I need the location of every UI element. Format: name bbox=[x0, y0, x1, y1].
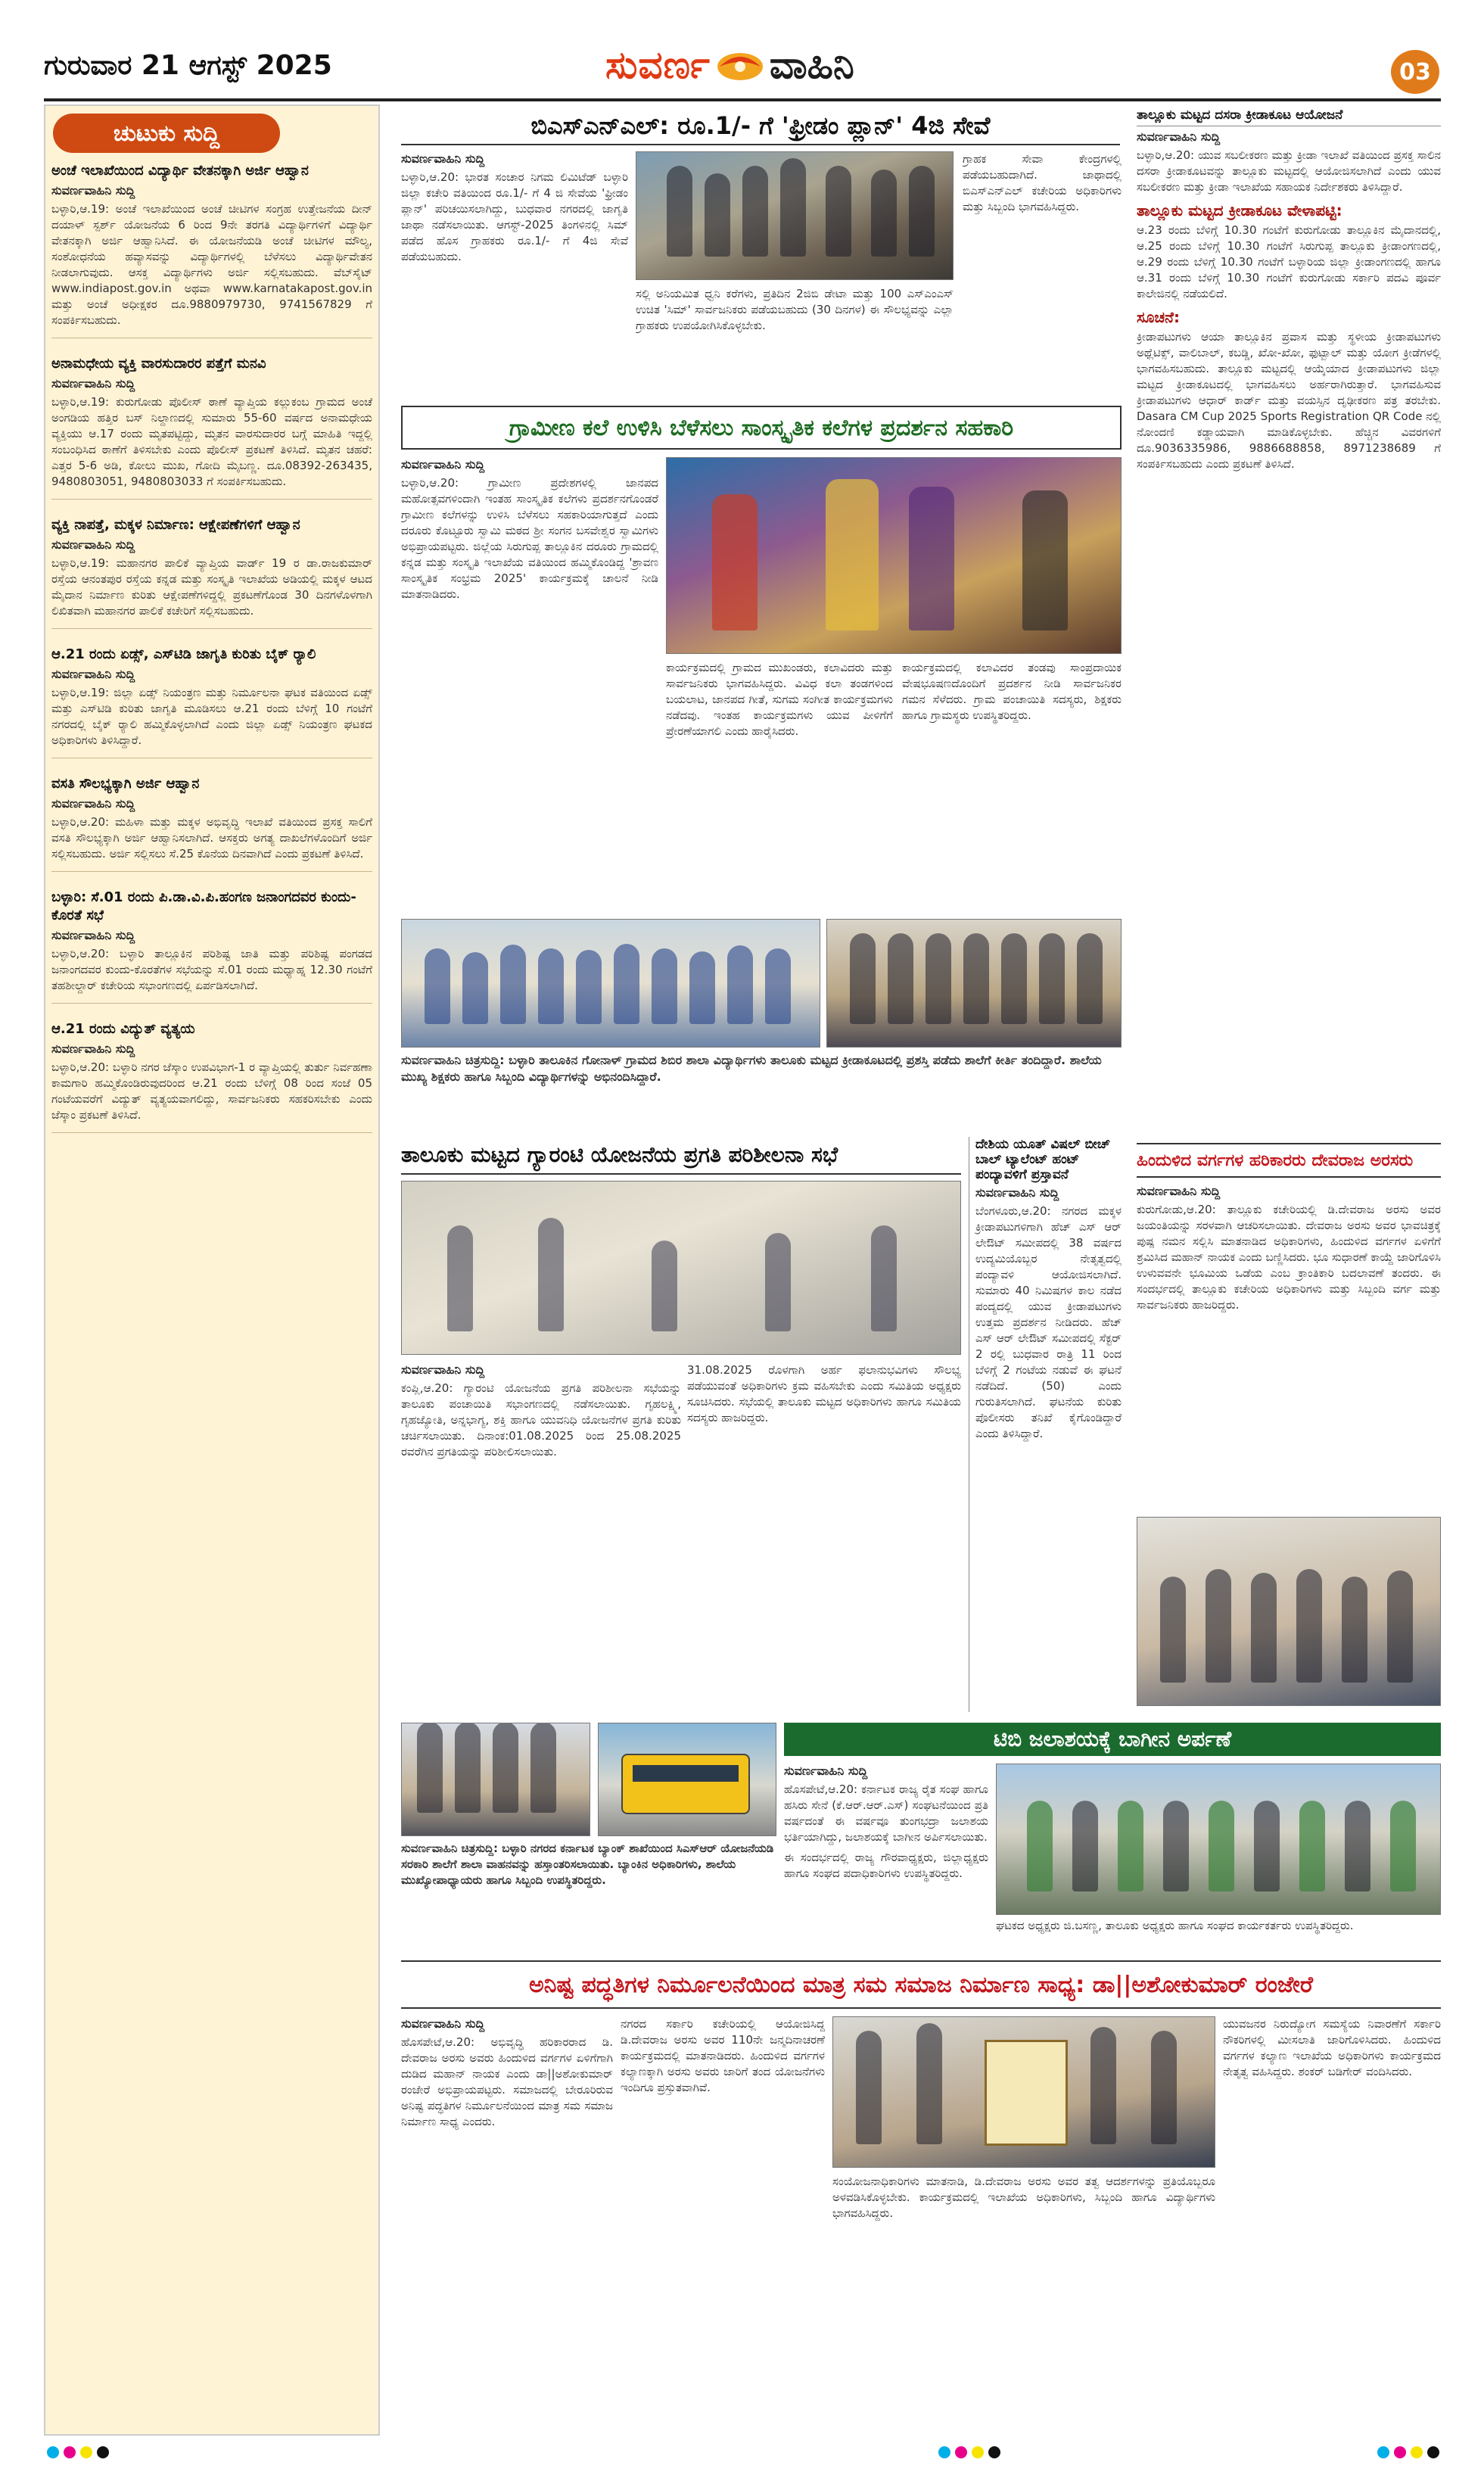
print-registration-marks bbox=[1377, 2446, 1439, 2458]
brief-story bbox=[51, 889, 372, 1004]
bus-photo-caption: ಸುವರ್ಣವಾಹಿನಿ ಚಿತ್ರಸುದ್ದಿ: ಬಳ್ಳಾರಿ ನಗರದ ಕರ್ನಾಟಕ ಬ್ಯಾಂಕ್ ಶಾಖೆಯಿಂದ ಸಿಎಸ್‌ಆರ್ ಯೋಜನೆಯಡಿ ಸರಕಾರಿ ಶಾಲೆಗೆ ಶಾಲಾ ವಾಹನವನ್ನು ಹಸ್ತಾಂತರಿಸಲಾಯಿತು. ಬ್ಯಾಂಕಿನ ಅಧಿಕಾರಿಗಳು, ಶಾಲೆಯ ಮುಖ್ಯೋಪಾಧ್ಯಾಯರು ಹಾಗೂ ಸಿಬ್ಬಂದಿ ಉಪಸ್ಥಿತರಿದ್ದರು. bbox=[401, 1842, 774, 1887]
tb-dam-caption: ಘಟಕದ ಅಧ್ಯಕ್ಷರು ಜಿ.ಬಸಣ್ಣ, ತಾಲೂಕು ಅಧ್ಯಕ್ಷರು ಹಾಗೂ ಸಂಘದ ಕಾರ್ಯಕರ್ತರು ಉಪಸ್ಥಿತರಿದ್ದರು. bbox=[996, 1919, 1354, 1932]
folk-text-3: ಕಾರ್ಯಕ್ರಮದಲ್ಲಿ ಕಲಾವಿದರ ತಂಡವು ಸಾಂಪ್ರದಾಯಿಕ ವೇಷಭೂಷಣದೊಂದಿಗೆ ಪ್ರದರ್ಶನ ನೀಡಿ ಸಾರ್ವಜನಿಕರ ಗಮನ ಸೆಳೆದರು. ಗ್ರಾಮ ಪಂಚಾಯಿತಿ ಸದಸ್ಯರು, ಶಿಕ್ಷಕರು ಹಾಗೂ ಗ್ರಾಮಸ್ಥರು ಉಪಸ್ಥಿತರಿದ್ದರು. bbox=[902, 661, 1122, 722]
volleyball-text: ಬೆಂಗಳೂರು,ಆ.20: ನಗರದ ಮಕ್ಕಳ ಕ್ರೀಡಾಪಟುಗಳಿಗಾಗಿ ಹೆಚ್ ಎಸ್ ಆರ್ ಲೇಔಟ್ ಸಮೀಪದಲ್ಲಿ 38 ವರ್ಷದ ಉದ್ಯಮಿಯೊಬ್ಬರ ನೇತೃತ್ವದಲ್ಲಿ ಪಂದ್ಯಾವಳಿ ಆಯೋಜಿಸಲಾಗಿದೆ. ಸುಮಾರು 40 ನಿಮಿಷಗಳ ಕಾಲ ನಡೆದ ಪಂದ್ಯದಲ್ಲಿ ಯುವ ಕ್ರೀಡಾಪಟುಗಳು ಉತ್ತಮ ಪ್ರದರ್ಶನ ನೀಡಿದರು. ಹೆಚ್ ಎಸ್ ಆರ್ ಲೇಔಟ್ ಸಮೀಪದಲ್ಲಿ ಸೆಕ್ಟರ್ 2 ರಲ್ಲಿ ಬುಧವಾರ ರಾತ್ರಿ 11 ರಿಂದ ಬೆಳಿಗ್ಗೆ 2 ಗಂಟೆಯ ನಡುವೆ ಈ ಘಟನೆ ನಡೆದಿದೆ. (50) ಎಂದು ಗುರುತಿಸಲಾಗಿದೆ. ಘಟನೆಯ ಕುರಿತು ಪೊಲೀಸರು ತನಿಖೆ ಕೈಗೊಂಡಿದ್ದಾರೆ ಎಂದು ತಿಳಿಸಿದ್ದಾರೆ. bbox=[975, 1204, 1122, 1440]
dasara-byline: ಸುವರ್ಣವಾಹಿನಿ ಸುದ್ದಿ bbox=[1137, 129, 1221, 144]
guarantee-text-2: 31.08.2025 ರೊಳಗಾಗಿ ಅರ್ಹ ಫಲಾನುಭವಿಗಳು ಸೌಲಭ್ಯ ಪಡೆಯುವಂತೆ ಅಧಿಕಾರಿಗಳು ಕ್ರಮ ವಹಿಸಬೇಕು ಎಂದು ಸಮಿತಿಯ ಅಧ್ಯಕ್ಷರು ಸೂಚಿಸಿದರು. ಸಭೆಯಲ್ಲಿ ತಾಲೂಕು ಮಟ್ಟದ ಅಧಿಕಾರಿಗಳು ಹಾಗೂ ಸಮಿತಿಯ ಸದಸ್ಯರು ಹಾಜರಿದ್ದರು. bbox=[687, 1363, 961, 1424]
brief-headline: ಅಂಚೆ ಇಲಾಖೆಯಿಂದ ವಿದ್ಯಾರ್ಥಿ ವೇತನಕ್ಕಾಗಿ ಅರ್ಜಿ ಆಹ್ವಾನ bbox=[51, 163, 309, 179]
brief-byline: ಸುವರ್ಣವಾಹಿನಿ ಸುದ್ದಿ bbox=[51, 667, 135, 681]
school-ceremony-photo bbox=[826, 919, 1122, 1048]
ambedkar-story-col4 bbox=[1223, 2016, 1441, 2440]
folk-byline: ಸುವರ್ಣವಾಹಿನಿ ಸುದ್ದಿ bbox=[401, 457, 485, 472]
brief-text: ಬಳ್ಳಾರಿ,ಆ.20: ಬಳ್ಳಾರಿ ನಗರ ಜೆಸ್ಕಾಂ ಉಪವಿಭಾಗ-1 ರ ವ್ಯಾಪ್ತಿಯಲ್ಲಿ ತುರ್ತು ನಿರ್ವಹಣಾ ಕಾಮಗಾರಿ ಹಮ್ಮಿಕೊಂಡಿರುವುದರಿಂದ ಆ.21 ರಂದು ಬೆಳಿಗ್ಗೆ 08 ರಿಂದ ಸಂಜೆ 05 ಗಂಟೆಯವರೆಗೆ ವಿದ್ಯುತ್ ವ್ಯತ್ಯಯವಾಗಲಿದ್ದು, ಸಾರ್ವಜನಿಕರು ಸಹಕರಿಸಬೇಕು ಎಂದು ಜೆಸ್ಕಾಂ ಪ್ರಕಟಣೆ ತಿಳಿಸಿದೆ. bbox=[51, 1060, 372, 1122]
brief-byline: ಸುವರ್ಣವಾಹಿನಿ ಸುದ್ದಿ bbox=[51, 183, 135, 198]
guarantee-headline: ತಾಲೂಕು ಮಟ್ಟದ ಗ್ಯಾರಂಟಿ ಯೋಜನೆಯ ಪ್ರಗತಿ ಪರಿಶೀಲನಾ ಸಭೆ bbox=[401, 1137, 961, 1175]
ambedkar-text-3: ಸಂಯೋಜನಾಧಿಕಾರಿಗಳು ಮಾತನಾಡಿ, ಡಿ.ದೇವರಾಜ ಅರಸು ಅವರ ತತ್ವ ಆದರ್ಶಗಳನ್ನು ಪ್ರತಿಯೊಬ್ಬರೂ ಅಳವಡಿಸಿಕೊಳ್ಳಬೇಕು. ಕಾರ್ಯಕ್ರಮದಲ್ಲಿ ಇಲಾಖೆಯ ಅಧಿಕಾರಿಗಳು, ಸಿಬ್ಬಂದಿ ಹಾಗೂ ವಿದ್ಯಾರ್ಥಿಗಳು ಭಾಗವಹಿಸಿದ್ದರು. bbox=[832, 2175, 1215, 2220]
brief-story bbox=[51, 162, 372, 338]
ambedkar-text-2: ನಗರದ ಸರ್ಕಾರಿ ಕಚೇರಿಯಲ್ಲಿ ಆಯೋಜಿಸಿದ್ದ ಡಿ.ದೇವರಾಜ ಅರಸು ಅವರ 110ನೇ ಜನ್ಮದಿನಾಚರಣೆ ಕಾರ್ಯಕ್ರಮದಲ್ಲಿ ಮಾತನಾಡಿದರು. ಹಿಂದುಳಿದ ವರ್ಗಗಳ ಕಲ್ಯಾಣಕ್ಕಾಗಿ ಅರಸು ಅವರು ಜಾರಿಗೆ ತಂದ ಯೋಜನೆಗಳು ಇಂದಿಗೂ ಪ್ರಸ್ತುತವಾಗಿವೆ. bbox=[621, 2017, 825, 2094]
brief-byline: ಸುವರ್ಣವಾಹಿನಿ ಸುದ್ದಿ bbox=[51, 796, 135, 811]
guarantee-story-col1 bbox=[401, 1362, 681, 1711]
dasara-note-heading: ಸೂಚನೆ: bbox=[1137, 308, 1180, 326]
brief-byline: ಸುವರ್ಣವಾಹಿನಿ ಸುದ್ದಿ bbox=[51, 376, 135, 391]
school-students-photo bbox=[401, 919, 820, 1048]
brief-story bbox=[51, 1020, 372, 1133]
bsnl-text-2: ಗ್ರಾಹಕ ಸೇವಾ ಕೇಂದ್ರಗಳಲ್ಲಿ ಪಡೆಯಬಹುದಾಗಿದೆ. ಜಾಥಾದಲ್ಲಿ ಬಿಎಸ್‌ಎನ್‌ಎಲ್ ಕಚೇರಿಯ ಅಧಿಕಾರಿಗಳು ಮತ್ತು ಸಿಬ್ಬಂದಿ ಭಾಗವಹಿಸಿದ್ದರು. bbox=[963, 152, 1122, 213]
brief-headline: ವಸತಿ ಸೌಲಭ್ಯಕ್ಕಾಗಿ ಅರ್ಜಿ ಆಹ್ವಾನ bbox=[51, 776, 200, 792]
dasara-schedule-heading: ತಾಲ್ಲೂಕು ಮಟ್ಟದ ಕ್ರೀಡಾಕೂಟ ವೇಳಾಪಟ್ಟಿ: bbox=[1137, 201, 1342, 219]
arasu-story bbox=[1137, 1184, 1441, 1509]
arasu-headline: ಹಿಂದುಳಿದ ವರ್ಗಗಳ ಹರಿಕಾರರು ದೇವರಾಜ ಅರಸರು bbox=[1137, 1143, 1441, 1178]
folk-story-col2 bbox=[666, 660, 893, 910]
bsnl-story-col3 bbox=[636, 286, 954, 400]
bsnl-byline: ಸುವರ್ಣವಾಹಿನಿ ಸುದ್ದಿ bbox=[401, 151, 485, 166]
brief-text: ಬಳ್ಳಾರಿ,ಆ.19: ಕುರುಗೋಡು ಪೊಲೀಸ್ ಠಾಣೆ ವ್ಯಾಪ್ತಿಯ ಕಲ್ಲುಕಂಬ ಗ್ರಾಮದ ಅಂಚೆ ಅಂಗಡಿಯ ಹತ್ತಿರ ಬಸ್ ನಿಲ್ದಾಣದಲ್ಲಿ ಸುಮಾರು 55-60 ವರ್ಷದ ಅನಾಮಧೇಯ ವ್ಯಕ್ತಿಯು ಆ.17 ರಂದು ಮೃತಪಟ್ಟಿದ್ದು, ಮೃತನ ವಾರಸುದಾರರ ಬಗ್ಗೆ ಮಾಹಿತಿ ಇದ್ದಲ್ಲಿ ಸಂಬಂಧಿಸಿದ ಠಾಣೆಗೆ ತಿಳಿಸಬೇಕು ಎಂದು ಪೊಲೀಸ್ ಪ್ರಕಟಣೆ ತಿಳಿಸಿದೆ. ಮೃತನ ಚಹರೆ: ಎತ್ತರ 5-6 ಅಡಿ, ಕೋಲು ಮುಖ, ಗೋದಿ ಮೈಬಣ್ಣ. ದೂ.08392-263435, 9480803051, 9480803033 ಗೆ ಸಂಪರ್ಕಿಸಬಹುದು. bbox=[51, 395, 372, 488]
print-registration-marks bbox=[938, 2446, 1000, 2458]
brief-text: ಬಳ್ಳಾರಿ,ಆ.20: ಬಳ್ಳಾರಿ ತಾಲ್ಲೂಕಿನ ಪರಿಶಿಷ್ಟ ಜಾತಿ ಮತ್ತು ಪರಿಶಿಷ್ಟ ಪಂಗಡದ ಜನಾಂಗದವರ ಕುಂದು-ಕೊರತೆಗಳ ಸಭೆಯನ್ನು ಸೆ.01 ರಂದು ಮಧ್ಯಾಹ್ನ 12.30 ಗಂಟೆಗೆ ತಹಶೀಲ್ದಾರ್ ಕಚೇರಿಯ ಸಭಾಂಗಣದಲ್ಲಿ ಏರ್ಪಡಿಸಲಾಗಿದೆ. bbox=[51, 947, 372, 992]
tb-dam-photo bbox=[996, 1764, 1441, 1915]
dasara-note-text: ಕ್ರೀಡಾಪಟುಗಳು ಆಯಾ ತಾಲ್ಲೂಕಿನ ಪ್ರವಾಸ ಮತ್ತು ಸ್ಥಳೀಯ ಕ್ರೀಡಾಪಟುಗಳು ಅಥ್ಲೆಟಿಕ್ಸ್, ವಾಲಿಬಾಲ್, ಕಬಡ್ಡಿ, ಖೋ-ಖೋ, ಫುಟ್ಬಾಲ್ ಮತ್ತು ಯೋಗ ಕ್ರೀಡೆಗಳಲ್ಲಿ ಭಾಗವಹಿಸಬಹುದು. ತಾಲ್ಲೂಕು ಮಟ್ಟದಲ್ಲಿ ಆಯ್ಕೆಯಾದ ಕ್ರೀಡಾಪಟುಗಳು ಜಿಲ್ಲಾ ಮಟ್ಟದ ಕ್ರೀಡಾಕೂಟದಲ್ಲಿ ಭಾಗವಹಿಸಲು ಅರ್ಹರಾಗಿರುತ್ತಾರೆ. ಭಾಗವಹಿಸುವ ಕ್ರೀಡಾಪಟುಗಳು ಆಧಾರ್ ಕಾರ್ಡ್ ಮತ್ತು ವಯಸ್ಸಿನ ದೃಢೀಕರಣ ಪತ್ರ ತರಬೇಕು. Dasara CM Cup 2025 Sports Registration QR Code ನಲ್ಲಿ ನೋಂದಣಿ ಕಡ್ಡಾಯವಾಗಿ ಮಾಡಿಕೊಳ್ಳಬೇಕು. ಹೆಚ್ಚಿನ ವಿವರಗಳಿಗೆ ದೂ.9036335986, 9886688858, 8971238689 ಗೆ ಸಂಪರ್ಕಿಸಬಹುದು ಎಂದು ಪ್ರಕಟಣೆ ತಿಳಿಸಿದೆ. bbox=[1137, 330, 1441, 471]
bus-handover-photo bbox=[401, 1723, 590, 1836]
brief-headline: ಅನಾಮಧೇಯ ವ್ಯಕ್ತಿ ವಾರಸುದಾರರ ಪತ್ತೆಗೆ ಮನವಿ bbox=[51, 356, 266, 372]
volleyball-byline: ಸುವರ್ಣವಾಹಿನಿ ಸುದ್ದಿ bbox=[975, 1185, 1059, 1200]
brief-headline: ಬಳ್ಳಾರಿ: ಸೆ.01 ರಂದು ಪಿ.ಡಾ.ವಿ.ಪಿ.ಹಂಗಣ ಜನಾಂಗದವರ ಕುಂದು-ಕೊರತೆ ಸಭೆ bbox=[51, 889, 356, 923]
brief-story bbox=[51, 516, 372, 629]
folk-story-col1 bbox=[401, 457, 658, 911]
dasara-headline: ತಾಲ್ಲೂಕು ಮಟ್ಟದ ದಸರಾ ಕ್ರೀಡಾಕೂಟ ಆಯೋಜನೆ bbox=[1137, 107, 1441, 126]
arasu-text: ಕುರುಗೋಡು,ಆ.20: ತಾಲ್ಲೂಕು ಕಚೇರಿಯಲ್ಲಿ ಡಿ.ದೇವರಾಜ ಅರಸು ಅವರ ಜಯಂತಿಯನ್ನು ಸರಳವಾಗಿ ಆಚರಿಸಲಾಯಿತು. ದೇವರಾಜ ಅರಸು ಅವರ ಭಾವಚಿತ್ರಕ್ಕೆ ಪುಷ್ಪ ನಮನ ಸಲ್ಲಿಸಿ ಮಾತನಾಡಿದ ಅಧಿಕಾರಿಗಳು, ಹಿಂದುಳಿದ ವರ್ಗಗಳ ಏಳಿಗೆಗೆ ಶ್ರಮಿಸಿದ ಮಹಾನ್ ನಾಯಕ ಎಂದು ಬಣ್ಣಿಸಿದರು. ಭೂ ಸುಧಾರಣೆ ಕಾಯ್ದೆ ಜಾರಿಗೊಳಿಸಿ ಉಳುವವನೇ ಭೂಮಿಯ ಒಡೆಯ ಎಂಬ ಕ್ರಾಂತಿಕಾರಿ ಬದಲಾವಣೆ ತಂದರು. ಈ ಸಂದರ್ಭದಲ್ಲಿ ತಾಲ್ಲೂಕು ಕಚೇರಿಯ ಅಧಿಕಾರಿಗಳು ಮತ್ತು ಸಿಬ್ಬಂದಿ ವರ್ಗ ಮತ್ತು ಸಾರ್ವಜನಿಕರು ಹಾಜರಿದ್ದರು. bbox=[1137, 1203, 1441, 1312]
bsnl-story-col1 bbox=[401, 151, 628, 401]
guarantee-meeting-photo bbox=[401, 1181, 961, 1355]
tb-dam-story-2 bbox=[996, 1918, 1441, 1953]
issue-date: ಗುರುವಾರ 21 ಆಗಸ್ಟ್ 2025 bbox=[44, 50, 332, 81]
tb-dam-text-2: ಈ ಸಂದರ್ಭದಲ್ಲಿ ರಾಜ್ಯ ಗೌರವಾಧ್ಯಕ್ಷರು, ಜಿಲ್ಲಾಧ್ಯಕ್ಷರು ಹಾಗೂ ಸಂಘದ ಪದಾಧಿಕಾರಿಗಳು ಉಪಸ್ಥಿತರಿದ್ದರು. bbox=[784, 1851, 988, 1880]
brief-text: ಬಳ್ಳಾರಿ,ಆ.20: ಮಹಿಳಾ ಮತ್ತು ಮಕ್ಕಳ ಅಭಿವೃದ್ಧಿ ಇಲಾಖೆ ವತಿಯಿಂದ ಪ್ರಸಕ್ತ ಸಾಲಿಗೆ ವಸತಿ ಸೌಲಭ್ಯಕ್ಕಾಗಿ ಅರ್ಜಿ ಆಹ್ವಾನಿಸಲಾಗಿದೆ. ಆಸಕ್ತರು ಅಗತ್ಯ ದಾಖಲೆಗಳೊಂದಿಗೆ ಅರ್ಜಿ ಸಲ್ಲಿಸಬಹುದು. ಅರ್ಜಿ ಸಲ್ಲಿಸಲು ಸೆ.25 ಕೊನೆಯ ದಿನವಾಗಿದೆ ಎಂದು ಪ್ರಕಟಣೆ ತಿಳಿಸಿದೆ. bbox=[51, 815, 372, 861]
tb-dam-headline: ಟಿಬಿ ಜಲಾಶಯಕ್ಕೆ ಬಾಗೀನ ಅರ್ಪಣೆ bbox=[784, 1723, 1441, 1756]
guarantee-byline: ಸುವರ್ಣವಾಹಿನಿ ಸುದ್ದಿ bbox=[401, 1362, 485, 1377]
dasara-text: ಬಳ್ಳಾರಿ,ಆ.20: ಯುವ ಸಬಲೀಕರಣ ಮತ್ತು ಕ್ರೀಡಾ ಇಲಾಖೆ ವತಿಯಿಂದ ಪ್ರಸಕ್ತ ಸಾಲಿನ ದಸರಾ ಕ್ರೀಡಾಕೂಟವನ್ನು ತಾಲ್ಲೂಕು ಮಟ್ಟದಲ್ಲಿ ಆಯೋಜಿಸಲಾಗಿದೆ ಎಂದು ಯುವ ಸಬಲೀಕರಣ ಮತ್ತು ಕ್ರೀಡಾ ಇಲಾಖೆಯ ಸಹಾಯಕ ನಿರ್ದೇಶಕರು ತಿಳಿಸಿದ್ದಾರೆ. bbox=[1137, 148, 1441, 194]
masthead bbox=[0, 0, 1484, 97]
brief-text: ಬಳ್ಳಾರಿ,ಆ.19: ಮಹಾನಗರ ಪಾಲಿಕೆ ವ್ಯಾಪ್ತಿಯ ವಾರ್ಡ್ 19 ರ ಡಾ.ರಾಜಕುಮಾರ್ ರಸ್ತೆಯ ಆನಂತಪುರ ರಸ್ತೆಯ ಕನ್ನಡ ಮತ್ತು ಸಂಸ್ಕೃತಿ ಇಲಾಖೆಯ ಅಡಿಯಲ್ಲಿ ಮಕ್ಕಳ ಆಟದ ಮೈದಾನ ನಿರ್ಮಾಣ ಕುರಿತು ಆಕ್ಷೇಪಣೆಗಳಿದ್ದಲ್ಲಿ ಪ್ರಕಟಣೆಗೊಂಡ 30 ದಿನಗಳೊಳಗಾಗಿ ಲಿಖಿತವಾಗಿ ಮಹಾನಗರ ಪಾಲಿಕೆ ಕಚೇರಿಗೆ ಸಲ್ಲಿಸಬಹುದು. bbox=[51, 556, 372, 618]
ambedkar-text-4: ಯುವಜನರ ನಿರುದ್ಯೋಗ ಸಮಸ್ಯೆಯ ನಿವಾರಣೆಗೆ ಸರ್ಕಾರಿ ನೌಕರಿಗಳಲ್ಲಿ ಮೀಸಲಾತಿ ಜಾರಿಗೊಳಿಸಿದರು. ಹಿಂದುಳಿದ ವರ್ಗಗಳ ಕಲ್ಯಾಣ ಇಲಾಖೆಯ ಅಧಿಕಾರಿಗಳು ಕಾರ್ಯಕ್ರಮದ ನೇತೃತ್ವ ವಹಿಸಿದ್ದರು. ಶಂಕರ್ ಬಡಿಗೇರ್ ವಂದಿಸಿದರು. bbox=[1223, 2017, 1441, 2078]
bsnl-text-1: ಬಳ್ಳಾರಿ,ಆ.20: ಭಾರತ ಸಂಚಾರ ನಿಗಮ ಲಿಮಿಟೆಡ್ ಬಳ್ಳಾರಿ ಜಿಲ್ಲಾ ಕಚೇರಿ ವತಿಯಿಂದ ರೂ.1/- ಗೆ 4 ಜಿ ಸೇವೆಯ 'ಫ್ರೀಡಂ ಪ್ಲಾನ್' ಪರಿಚಯಿಸಲಾಗಿದ್ದು, ಬುಧವಾರ ನಗರದಲ್ಲಿ ಜಾಗೃತಿ ಜಾಥಾ ನಡೆಸಲಾಯಿತು. ಆಗಸ್ಟ್-2025 ತಿಂಗಳಿನಲ್ಲಿ ಸಿಮ್ ಪಡೆದ ಹೊಸ ಗ್ರಾಹಕರು ರೂ.1/- ಗೆ 4ಜಿ ಸೇವೆ ಪಡೆಯಬಹುದು. bbox=[401, 170, 628, 263]
tb-dam-byline: ಸುವರ್ಣವಾಹಿನಿ ಸುದ್ದಿ bbox=[784, 1764, 868, 1778]
brand-name-part1: ಸುವರ್ಣ bbox=[605, 42, 711, 87]
brand-logo-icon bbox=[714, 44, 767, 86]
ambedkar-story-col3 bbox=[832, 2174, 1215, 2440]
ambedkar-story-col1 bbox=[401, 2016, 613, 2440]
folk-text-2: ಕಾರ್ಯಕ್ರಮದಲ್ಲಿ ಗ್ರಾಮದ ಮುಖಂಡರು, ಕಲಾವಿದರು ಮತ್ತು ಸಾರ್ವಜನಿಕರು ಭಾಗವಹಿಸಿದ್ದರು. ವಿವಿಧ ಕಲಾ ತಂಡಗಳಿಂದ ಬಯಲಾಟ, ಜಾನಪದ ಗೀತೆ, ಸುಗಮ ಸಂಗೀತ ಕಾರ್ಯಕ್ರಮಗಳು ನಡೆದವು. ಇಂತಹ ಕಾರ್ಯಕ್ರಮಗಳು ಯುವ ಪೀಳಿಗೆಗೆ ಪ್ರೇರಣೆಯಾಗಲಿ ಎಂದು ಹಾರೈಸಿದರು. bbox=[666, 661, 893, 738]
briefs-list bbox=[51, 162, 372, 2433]
bsnl-text-3: ಸಲ್ಲಿ ಅನಿಯಮಿತ ಧ್ವನಿ ಕರೆಗಳು, ಪ್ರತಿದಿನ 2ಜಿಬಿ ಡೇಟಾ ಮತ್ತು 100 ಎಸ್‌ಎಂಎಸ್ ಉಚಿತ 'ಸಿಮ್' ಸಾರ್ವಜನಿಕರು ಪಡೆಯಬಹುದು (30 ದಿನಗಳ) ಈ ಸೌಲಭ್ಯವನ್ನು ಎಲ್ಲಾ ಗ್ರಾಹಕರು ಉಪಯೋಗಿಸಿಕೊಳ್ಳಬೇಕು. bbox=[636, 287, 954, 332]
bsnl-headline: ಬಿಎಸ್‌ಎನ್‌ಎಲ್: ರೂ.1/- ಗೆ 'ಫ್ರೀಡಂ ಪ್ಲಾನ್' 4ಜಿ ಸೇವೆ bbox=[401, 107, 1120, 145]
ambedkar-headline: ಅನಿಷ್ಟ ಪದ್ಧತಿಗಳ ನಿರ್ಮೂಲನೆಯಿಂದ ಮಾತ್ರ ಸಮ ಸಮಾಜ ನಿರ್ಮಾಣ ಸಾಧ್ಯ: ಡಾ||ಅಶೋಕುಮಾರ್ ರಂಜೇರೆ bbox=[401, 1960, 1441, 2009]
brief-byline: ಸುವರ್ಣವಾಹಿನಿ ಸುದ್ದಿ bbox=[51, 537, 135, 552]
brief-headline: ಆ.21 ರಂದು ಏಡ್ಸ್, ಎಸ್‌ಟಿಡಿ ಜಾಗೃತಿ ಕುರಿತು ಬೈಕ್ ರ‍್ಯಾಲಿ bbox=[51, 646, 316, 662]
brief-byline: ಸುವರ್ಣವಾಹಿನಿ ಸುದ್ದಿ bbox=[51, 928, 135, 942]
ambedkar-event-photo bbox=[832, 2016, 1215, 2168]
volleyball-story bbox=[969, 1137, 1122, 1712]
brand-name-part2: ವಾಹಿನಿ bbox=[769, 42, 854, 87]
brief-text: ಬಳ್ಳಾರಿ,ಆ.19: ಅಂಚೆ ಇಲಾಖೆಯಿಂದ ಅಂಚೆ ಚೀಟಿಗಳ ಸಂಗ್ರಹ ಉತ್ತೇಜನೆಯ ದೀನ್ ದಯಾಳ್ ಸ್ಪರ್ಶ್ ಯೋಜನೆಯ 6 ರಿಂದ 9ನೇ ತರಗತಿ ವಿದ್ಯಾರ್ಥಿಗಳಿಗೆ ವಿದ್ಯಾರ್ಥಿ ವೇತನಕ್ಕಾಗಿ ಅರ್ಜಿ ಆಹ್ವಾನಿಸಿದೆ. ಈ ಯೋಜನೆಯಡಿ ಅಂಚೆ ಚೀಟಿಗಳ ಮೌಲ್ಯ, ಸಂಶೋಧನೆಯ ಹವ್ಯಾಸವನ್ನು ವಿದ್ಯಾರ್ಥಿಗಳಲ್ಲಿ ಬೆಳೆಸಲು ವಿದ್ಯಾರ್ಥಿವೇತನ ನೀಡಲಾಗುವುದು. ಆಸಕ್ತ ವಿದ್ಯಾರ್ಥಿಗಳು ಅರ್ಜಿ ಸಲ್ಲಿಸಬಹುದು. ವೆಬ್‌ಸೈಟ್ www.indiapost.gov.in ಅಥವಾ www.karnatakapost.gov.in ಮತ್ತು ಅಂಚೆ ಅಧೀಕ್ಷಕರ ದೂ.9880979730, 9741567829 ಗೆ ಸಂಪರ್ಕಿಸಬಹುದು. bbox=[51, 202, 372, 327]
bsnl-rally-photo bbox=[636, 151, 954, 280]
folk-headline: ಗ್ರಾಮೀಣ ಕಲೆ ಉಳಿಸಿ ಬೆಳೆಸಲು ಸಾಂಸ್ಕೃತಿಕ ಕಲೆಗಳ ಪ್ರದರ್ಶನ ಸಹಕಾರಿ bbox=[401, 406, 1122, 450]
briefs-banner: ಚುಟುಕು ಸುದ್ದಿ bbox=[53, 114, 280, 153]
tb-dam-story bbox=[784, 1764, 988, 1953]
ambedkar-byline: ಸುವರ್ಣವಾಹಿನಿ ಸುದ್ದಿ bbox=[401, 2016, 485, 2031]
tb-dam-text-1: ಹೊಸಪೇಟೆ,ಆ.20: ಕರ್ನಾಟಕ ರಾಜ್ಯ ರೈತ ಸಂಘ ಹಾಗೂ ಹಸಿರು ಸೇನೆ (ಕೆ.ಆರ್.ಆರ್.ಎಸ್) ಸಂಘಟನೆಯಿಂದ ಪ್ರತಿ ವರ್ಷದಂತೆ ಈ ವರ್ಷವೂ ತುಂಗಭದ್ರಾ ಜಲಾಶಯ ಭರ್ತಿಯಾಗಿದ್ದು, ಜಲಾಶಯಕ್ಕೆ ಬಾಗೀನ ಅರ್ಪಿಸಲಾಯಿತು. bbox=[784, 1782, 988, 1844]
brief-story bbox=[51, 355, 372, 500]
arasu-tribute-photo bbox=[1137, 1517, 1441, 1706]
ambedkar-story-col2 bbox=[621, 2016, 825, 2440]
school-photo-caption: ಸುವರ್ಣವಾಹಿನಿ ಚಿತ್ರಸುದ್ದಿ: ಬಳ್ಳಾರಿ ತಾಲೂಕಿನ ಗೋನಾಳ್ ಗ್ರಾಮದ ಶಿಬಿರ ಶಾಲಾ ವಿದ್ಯಾರ್ಥಿಗಳು ತಾಲೂಕು ಮಟ್ಟದ ಕ್ರೀಡಾಕೂಟದಲ್ಲಿ ಪ್ರಶಸ್ತಿ ಪಡೆದು ಶಾಲೆಗೆ ಕೀರ್ತಿ ತಂದಿದ್ದಾರೆ. ಶಾಲೆಯ ಮುಖ್ಯ ಶಿಕ್ಷಕರು ಹಾಗೂ ಸಿಬ್ಬಂದಿ ವಿದ್ಯಾರ್ಥಿಗಳನ್ನು ಅಭಿನಂದಿಸಿದ್ದಾರೆ. bbox=[401, 1053, 1102, 1084]
folk-performance-photo bbox=[666, 457, 1122, 654]
brief-story bbox=[51, 775, 372, 872]
folk-text-1: ಬಳ್ಳಾರಿ,ಆ.20: ಗ್ರಾಮೀಣ ಪ್ರದೇಶಗಳಲ್ಲಿ ಜಾನಪದ ಮಹೋತ್ಸವಗಳಿಂದಾಗಿ ಇಂತಹ ಸಾಂಸ್ಕೃತಿಕ ಕಲೆಗಳು ಪ್ರದರ್ಶನಗೊಂಡರೆ ಗ್ರಾಮೀಣ ಕಲೆಗಳನ್ನು ಉಳಿಸಿ ಬೆಳೆಸಲು ಸಹಕಾರಿಯಾಗುತ್ತದೆ ಎಂದು ದರೂರು ಕೊಟ್ಟೂರು ಸ್ವಾಮಿ ಮಠದ ಶ್ರೀ ಸಂಗನ ಬಸವೇಶ್ವರ ಸ್ವಾಮಿಗಳು ಅಭಿಪ್ರಾಯಪಟ್ಟರು. ಜಿಲ್ಲೆಯ ಸಿರುಗುಪ್ಪ ತಾಲ್ಲೂಕಿನ ದರೂರು ಗ್ರಾಮದಲ್ಲಿ ಕನ್ನಡ ಮತ್ತು ಸಂಸ್ಕೃತಿ ಇಲಾಖೆಯ ವತಿಯಿಂದ ಹಮ್ಮಿಕೊಂಡಿದ್ದ 'ಶ್ರಾವಣ ಸಾಂಸ್ಕೃತಿಕ ಸಂಭ್ರಮ 2025' ಕಾರ್ಯಕ್ರಮಕ್ಕೆ ಚಾಲನೆ ನೀಡಿ ಮಾತನಾಡಿದರು. bbox=[401, 476, 658, 601]
brief-byline: ಸುವರ್ಣವಾಹಿನಿ ಸುದ್ದಿ bbox=[51, 1041, 135, 1056]
brief-text: ಬಳ್ಳಾರಿ,ಆ.19: ಜಿಲ್ಲಾ ಏಡ್ಸ್ ನಿಯಂತ್ರಣ ಮತ್ತು ನಿರ್ಮೂಲನಾ ಘಟಕ ವತಿಯಿಂದ ಏಡ್ಸ್ ಮತ್ತು ಎಸ್‌ಟಿಡಿ ಕುರಿತು ಜಾಗೃತಿ ಮೂಡಿಸಲು ಆ.21 ರಂದು ಬೆಳಿಗ್ಗೆ 10 ಗಂಟೆಗೆ ನಗರದಲ್ಲಿ ಬೈಕ್ ರ‍್ಯಾಲಿ ಹಮ್ಮಿಕೊಳ್ಳಲಾಗಿದೆ ಎಂದು ಜಿಲ್ಲಾ ಏಡ್ಸ್ ನಿಯಂತ್ರಣ ಘಟಕದ ಅಧಿಕಾರಿಗಳು ತಿಳಿಸಿದ್ದಾರೆ. bbox=[51, 686, 372, 747]
arasu-byline: ಸುವರ್ಣವಾಹಿನಿ ಸುದ್ದಿ bbox=[1137, 1184, 1221, 1198]
brief-story bbox=[51, 646, 372, 758]
brief-headline: ಆ.21 ರಂದು ವಿದ್ಯುತ್ ವ್ಯತ್ಯಯ bbox=[51, 1021, 195, 1037]
dasara-schedule-text: ಆ.23 ರಂದು ಬೆಳಿಗ್ಗೆ 10.30 ಗಂಟೆಗೆ ಕುರುಗೋಡು ತಾಲ್ಲೂಕಿನ ಮೈದಾನದಲ್ಲಿ, ಆ.25 ರಂದು ಬೆಳಿಗ್ಗೆ 10.30 ಗಂಟೆಗೆ ಸಿರುಗುಪ್ಪ ತಾಲ್ಲೂಕು ಕ್ರೀಡಾಂಗಣದಲ್ಲಿ, ಆ.29 ರಂದು ಬೆಳಿಗ್ಗೆ 10.30 ಗಂಟೆಗೆ ಬಳ್ಳಾರಿಯ ಜಿಲ್ಲಾ ಕ್ರೀಡಾಂಗಣದಲ್ಲಿ ಹಾಗೂ ಆ.31 ರಂದು ಬೆಳಿಗ್ಗೆ 10.30 ಗಂಟೆಗೆ ಕುರುಗೋಡು ಸರ್ಕಾರಿ ಪದವಿ ಪೂರ್ವ ಕಾಲೇಜಿನಲ್ಲಿ ನಡೆಯಲಿದೆ. bbox=[1137, 223, 1441, 300]
school-bus-photo bbox=[598, 1723, 776, 1836]
folk-story-col3 bbox=[902, 660, 1122, 910]
ambedkar-text-1: ಹೊಸಪೇಟೆ,ಆ.20: ಅಭಿವೃದ್ಧಿ ಹರಿಕಾರರಾದ ಡಿ. ದೇವರಾಜ ಅರಸು ಅವರು ಹಿಂದುಳಿದ ವರ್ಗಗಳ ಏಳಿಗೆಗಾಗಿ ದುಡಿದ ಮಹಾನ್ ನಾಯಕ ಎಂದು ಡಾ||ಅಶೋಕುಮಾರ್ ರಂಜೇರೆ ಅಭಿಪ್ರಾಯಪಟ್ಟರು. ಸಮಾಜದಲ್ಲಿ ಬೇರೂರಿರುವ ಅನಿಷ್ಟ ಪದ್ಧತಿಗಳ ನಿರ್ಮೂಲನೆಯಿಂದ ಮಾತ್ರ ಸಮ ಸಮಾಜ ನಿರ್ಮಾಣ ಸಾಧ್ಯ ಎಂದರು. bbox=[401, 2035, 613, 2128]
volleyball-headline: ದೇಶಿಯ ಯೂತ್ ವಿಷಲ್ ಬೀಚ್ ಬಾಲ್ ಟ್ಯಾಲೆಂಟ್ ಹಂಟ್ ಪಂದ್ಯಾವಳಿಗೆ ಪ್ರಸ್ತಾವನೆ bbox=[975, 1137, 1110, 1182]
page-number: 03 bbox=[1391, 50, 1439, 94]
newspaper-brand bbox=[605, 41, 854, 89]
brief-headline: ವ್ಯಕ್ತಿ ನಾಪತ್ತೆ, ಮಕ್ಕಳ ನಿರ್ಮಾಣ: ಆಕ್ಷೇಪಣೆಗಳಿಗೆ ಆಹ್ವಾನ bbox=[51, 517, 300, 533]
bsnl-story-col2 bbox=[963, 151, 1122, 401]
print-registration-marks bbox=[47, 2446, 109, 2458]
masthead-divider bbox=[44, 98, 1441, 101]
guarantee-story-col2 bbox=[687, 1362, 961, 1711]
guarantee-text-1: ಕಂಪ್ಲಿ,ಆ.20: ಗ್ಯಾರಂಟಿ ಯೋಜನೆಯ ಪ್ರಗತಿ ಪರಿಶೀಲನಾ ಸಭೆಯನ್ನು ತಾಲೂಕು ಪಂಚಾಯಿತಿ ಸಭಾಂಗಣದಲ್ಲಿ ನಡೆಸಲಾಯಿತು. ಗೃಹಲಕ್ಷ್ಮಿ, ಗೃಹಜ್ಯೋತಿ, ಅನ್ನಭಾಗ್ಯ, ಶಕ್ತಿ ಹಾಗೂ ಯುವನಿಧಿ ಯೋಜನೆಗಳ ಪ್ರಗತಿ ಕುರಿತು ಚರ್ಚಿಸಲಾಯಿತು. ದಿನಾಂಕ:01.08.2025 ರಿಂದ 25.08.2025 ರವರೆಗಿನ ಪ್ರಗತಿಯನ್ನು ಪರಿಶೀಲಿಸಲಾಯಿತು. bbox=[401, 1381, 681, 1459]
